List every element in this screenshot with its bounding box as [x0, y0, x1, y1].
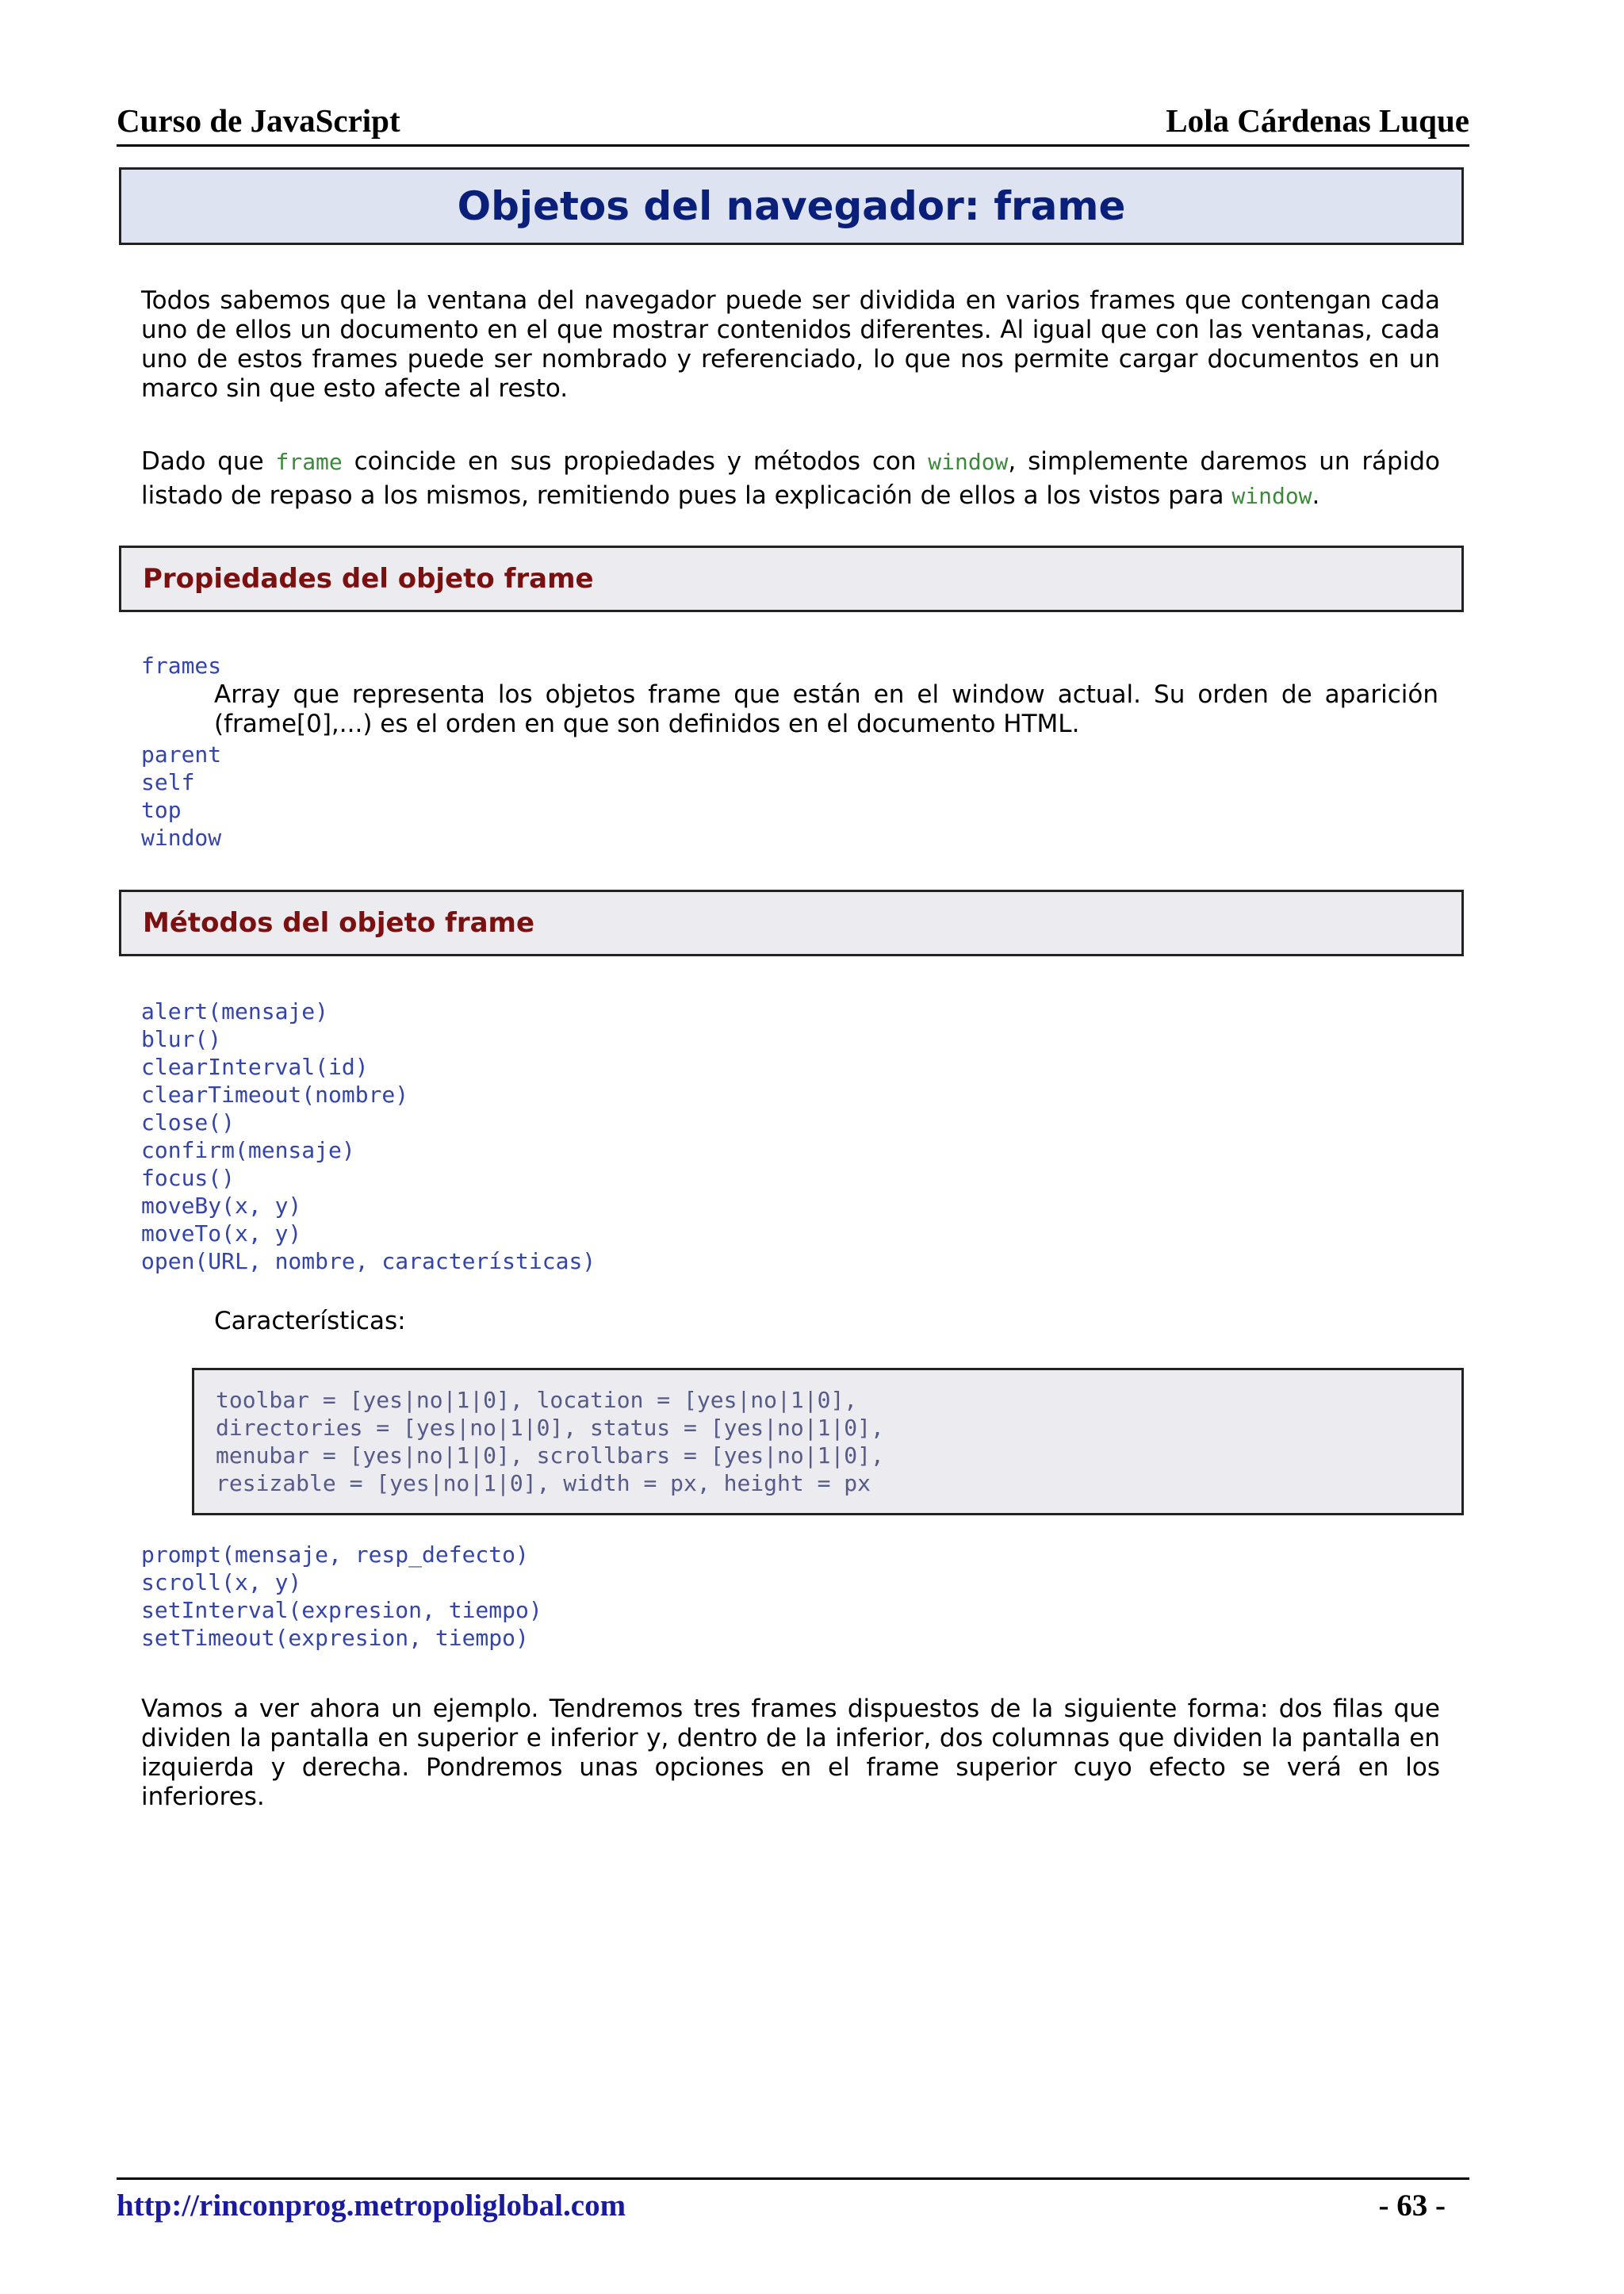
methods-list-2 — [141, 1541, 542, 1652]
method-item: scroll(x, y) — [141, 1569, 302, 1595]
method-item: confirm(mensaje) — [141, 1137, 355, 1163]
text-segment: Dado que — [141, 447, 276, 476]
code-line: resizable = [yes|no|1|0], width = px, height = px — [216, 1470, 871, 1496]
closing-paragraph: Vamos a ver ahora un ejemplo. Tendremos tres frames dispuestos de la siguiente forma: dos filas que dividen la pantalla en superior e inferior y, dentro de la inferior, dos columnas que dividen la pantalla en izquierda y derecha. Pondremos unas opciones en el frame superior cuyo efecto se verá en los inferiores. — [141, 1695, 1440, 1811]
frames-description: Array que representa los objetos frame que están en el window actual. Su orden de aparición (frame[0],...) es el orden en que son definidos en el documento HTML. — [214, 680, 1438, 738]
method-item: moveBy(x, y) — [141, 1193, 302, 1219]
page-title: Objetos del navegador: frame — [119, 167, 1464, 245]
inline-code-frame: frame — [275, 449, 343, 475]
page-number: - 63 - — [1378, 2189, 1446, 2223]
intro-paragraph-2 — [141, 445, 1440, 513]
method-item: moveTo(x, y) — [141, 1220, 302, 1247]
property-item: top — [141, 797, 182, 823]
text-segment: , simplemente daremos un rápido listado de repaso a los mismos, remitiendo pues la explicación de ellos a los vistos para — [141, 447, 1440, 510]
method-item: setInterval(expresion, tiempo) — [141, 1597, 542, 1623]
properties-heading: Propiedades del objeto frame — [119, 546, 1464, 612]
caracteristicas-code-block — [192, 1368, 1464, 1515]
method-item: prompt(mensaje, resp_defecto) — [141, 1541, 529, 1568]
method-item: setTimeout(expresion, tiempo) — [141, 1625, 529, 1651]
property-item: window — [141, 825, 222, 851]
method-item: clearInterval(id) — [141, 1054, 369, 1080]
method-item: alert(mensaje) — [141, 998, 329, 1024]
page-header — [117, 95, 1469, 147]
methods-heading: Métodos del objeto frame — [119, 890, 1464, 956]
text-segment: coincide en sus propiedades y métodos con — [342, 447, 929, 476]
method-item: focus() — [141, 1165, 236, 1191]
property-item: frames — [141, 653, 222, 679]
properties-list — [141, 741, 221, 852]
intro-paragraph: Todos sabemos que la ventana del navegador puede ser dividida en varios frames que contengan cada uno de ellos un documento en el que mostrar contenidos diferentes. Al igual que con las ventanas, cada uno de estos frames puede ser nombrado y referenciado, lo que nos permite cargar documentos en un marco sin que esto afecte al resto. — [141, 286, 1440, 403]
author-name: Lola Cárdenas Luque — [1166, 102, 1469, 139]
code-line: directories = [yes|no|1|0], status = [yes|no|1|0], — [216, 1415, 884, 1441]
property-item: self — [141, 769, 195, 795]
footer-url-link[interactable]: http://rinconprog.metropoliglobal.com — [117, 2189, 626, 2223]
code-line: menubar = [yes|no|1|0], scrollbars = [yes|no|1|0], — [216, 1442, 884, 1469]
method-item: open(URL, nombre, características) — [141, 1248, 596, 1274]
page-footer — [117, 2177, 1469, 2223]
text-segment: . — [1312, 481, 1320, 510]
inline-code-window: window — [928, 449, 1009, 475]
properties-list-first — [141, 652, 221, 680]
method-item: close() — [141, 1109, 236, 1136]
methods-list — [141, 998, 596, 1275]
method-item: clearTimeout(nombre) — [141, 1082, 409, 1108]
inline-code-window: window — [1231, 483, 1312, 509]
method-item: blur() — [141, 1026, 222, 1052]
course-title: Curso de JavaScript — [117, 102, 400, 139]
code-line: toolbar = [yes|no|1|0], location = [yes|no|1|0], — [216, 1387, 858, 1413]
caracteristicas-label: Características: — [214, 1307, 406, 1335]
property-item: parent — [141, 741, 222, 768]
